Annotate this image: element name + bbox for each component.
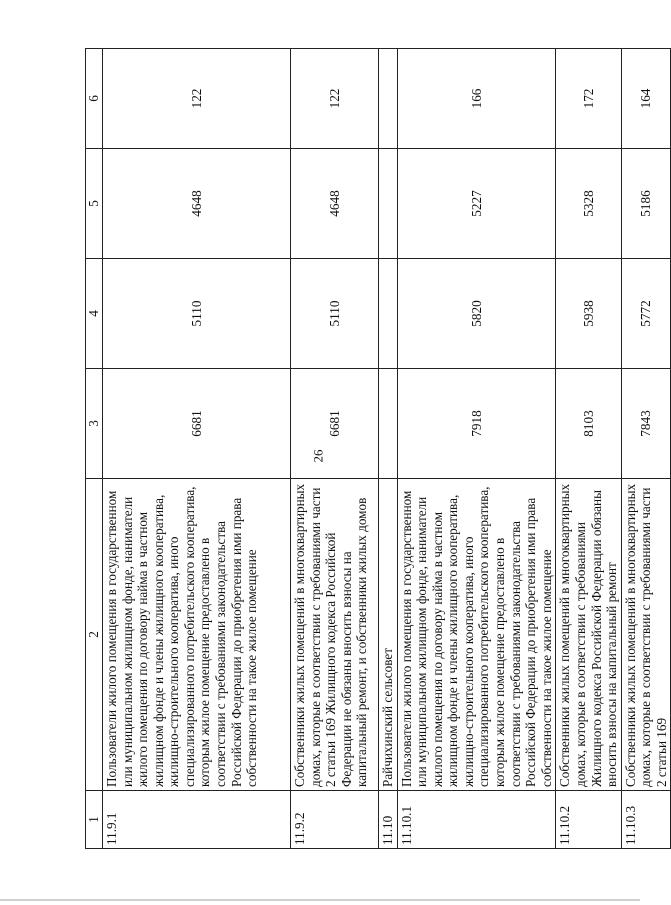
row-description: Собственники жилых помещений в многоквартирных домах, которые в соответствии с требованиями Жилищного кодекса Российской Федерации обязаны вносить взносы на капитальный ремонт xyxy=(556,479,621,791)
table-row xyxy=(379,49,398,849)
row-description: Пользователи жилого помещения в государственном или муниципальном жилищном фонде, наниматели жилого помещения по договору найма в частном жилищном фонде и члены жилищного кооператива, жилищно-строительного кооператива, иного специализированного потребительского кооператива, которым жилое помещение предоставлено в соответствии с требованиями законодательства Российской Федерации до приобретения ими права собственности на такое жилое помещение xyxy=(397,479,556,791)
value-cell: 5938 xyxy=(556,259,621,369)
header-cell: 6 xyxy=(86,49,103,149)
row-code: 11.10.1 xyxy=(397,791,556,849)
row-description: Собственники жилых помещений в многоквартирных домах, которые в соответствии с требованиями части 2 статьи 169 Жилищного кодекса Российской Федерации не обязаны вносить взносы на капитальный ремонт, и собственники жилых домов xyxy=(291,479,379,791)
value-cell xyxy=(379,49,398,149)
scan-edge-line xyxy=(0,899,640,901)
value-cell: 5227 xyxy=(397,149,556,259)
row-code: 11.9.2 xyxy=(291,791,379,849)
row-description: Собственники жилых помещений в многоквартирных домах, которые в соответствии с требованиями части 2 статьи 169 xyxy=(621,479,671,791)
row-code: 11.10 xyxy=(379,791,398,849)
header-cell: 4 xyxy=(86,259,103,369)
value-cell: 172 xyxy=(556,49,621,149)
header-cell: 1 xyxy=(86,791,103,849)
page-number: 26 xyxy=(310,449,326,463)
row-code: 11.9.1 xyxy=(103,791,291,849)
value-cell xyxy=(379,149,398,259)
table-row xyxy=(291,49,379,849)
table-row xyxy=(621,49,671,849)
row-code: 11.10.2 xyxy=(556,791,621,849)
value-cell: 5110 xyxy=(291,259,379,369)
value-cell: 166 xyxy=(397,49,556,149)
value-cell: 4648 xyxy=(291,149,379,259)
header-cell: 5 xyxy=(86,149,103,259)
value-cell: 5110 xyxy=(103,259,291,369)
table-row xyxy=(103,49,291,849)
value-cell: 5328 xyxy=(556,149,621,259)
row-description: Пользователи жилого помещения в государственном или муниципальном жилищном фонде, наниматели жилого помещения по договору найма в частном жилищном фонде и члены жилищного кооператива, жилищно-строительного кооператива, иного специализированного потребительского кооператива, которым жилое помещение предоставлено в соответствии с требованиями законодательства Российской Федерации до приобретения ими права собственности на такое жилое помещение xyxy=(103,479,291,791)
header-cell: 2 xyxy=(86,479,103,791)
header-row xyxy=(86,49,103,849)
value-cell: 5186 xyxy=(621,149,671,259)
value-cell: 122 xyxy=(291,49,379,149)
row-description: Райчихинский сельсовет xyxy=(379,479,398,791)
value-cell: 7918 xyxy=(397,369,556,479)
value-cell xyxy=(379,259,398,369)
rotated-table xyxy=(85,49,669,849)
table-row xyxy=(397,49,556,849)
value-cell xyxy=(379,369,398,479)
value-cell: 164 xyxy=(621,49,671,149)
value-cell: 6681 xyxy=(103,369,291,479)
value-cell: 122 xyxy=(103,49,291,149)
header-cell: 3 xyxy=(86,369,103,479)
table-row xyxy=(556,49,621,849)
tariff-table xyxy=(85,48,671,849)
value-cell: 5772 xyxy=(621,259,671,369)
row-code: 11.10.3 xyxy=(621,791,671,849)
value-cell: 6681 xyxy=(291,369,379,479)
value-cell: 4648 xyxy=(103,149,291,259)
table-container xyxy=(85,49,669,849)
value-cell: 7843 xyxy=(621,369,671,479)
value-cell: 8103 xyxy=(556,369,621,479)
value-cell: 5820 xyxy=(397,259,556,369)
